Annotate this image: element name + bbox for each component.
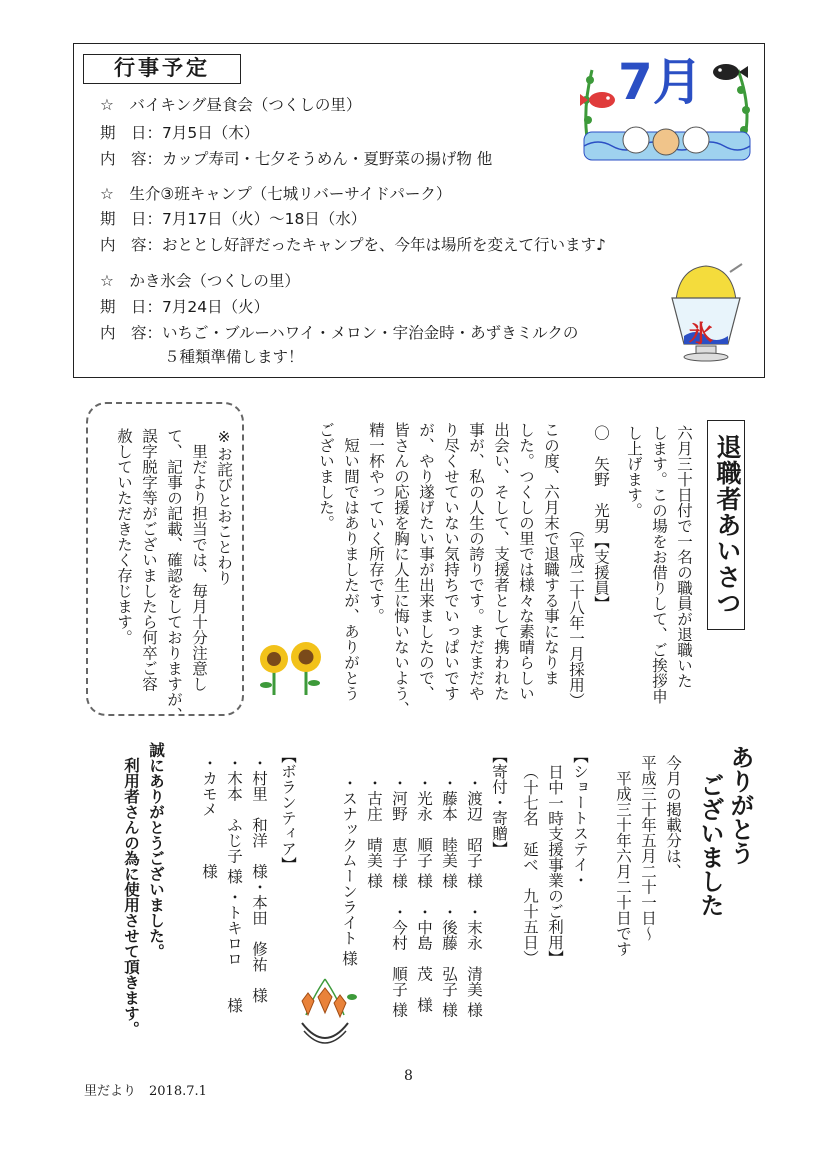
shaved-ice-label: 氷 [689, 320, 713, 348]
event-3-date-label: 期 日： [100, 298, 163, 316]
event-2-content-value: おととし好評だったキャンプを、今年は場所を変えて行います♪ [162, 236, 606, 254]
notice-line: 誤字脱字等がございましたら何卒ご容 [140, 428, 158, 692]
short-stay-title: 【ショートステイ・ [571, 748, 589, 888]
notice-line: 赦していただきたく存じます。 [115, 428, 133, 645]
donations-title: 【寄付・寄贈】 [490, 748, 508, 857]
thanks-closing-line: 利用者さんの為に使用させて頂きます。 [122, 742, 140, 1037]
thanks-heading-line1: ありがとう [726, 745, 754, 865]
retirement-intro-line: し上げます。 [625, 425, 643, 518]
retirement-intro [621, 425, 696, 704]
notice-line: ※お詫びとおことわり [215, 428, 233, 586]
event-1-date-label: 期 日： [100, 124, 163, 142]
retirement-message-line: り尽くせていない気持ちでいっぱいです [442, 422, 460, 701]
thanks-period-line: 今月の掲載分は、 [664, 755, 682, 879]
notice-line: て、記事の記載、確認をしておりますが、 [165, 428, 183, 723]
event-2-content [100, 236, 606, 254]
event-3-date-value: 7月24日（火） [162, 298, 270, 316]
footer-publication: 里だより 2018.7.1 [84, 1084, 207, 1099]
event-3-content [100, 324, 578, 342]
event-2-date [100, 210, 366, 228]
sunflower-illustration [256, 637, 326, 697]
donations-list [336, 775, 486, 1017]
short-stay-count: （十七名 延べ 九十五日） [521, 764, 539, 966]
event-1-name: ☆ バイキング昼食会（つくしの里） [100, 96, 362, 114]
retirement-message-line: 短い間ではありましたが、ありがとう [342, 422, 360, 701]
donation-item: ・渡辺 昭子 様 ・末永 清美 様 [465, 775, 483, 1018]
thanks-heading-line2: ございました [696, 773, 724, 917]
event-3-name: ☆ かき氷会（つくしの里） [100, 272, 300, 290]
retirement-message-line: この度、六月末で退職する事になりま [542, 422, 560, 686]
volunteer-item: ・カモメ 様 [200, 755, 218, 879]
notice-text [111, 428, 236, 723]
event-1-content [100, 150, 492, 168]
event-1-date [100, 124, 259, 142]
event-1-content-value: カップ寿司・七夕そうめん・夏野菜の揚げ物 他 [162, 150, 493, 168]
retirement-person-hired: （平成二十八年一月採用） [567, 522, 585, 708]
retirement-message-line: 皆さんの応援を胸に人生に悔いないよう、 [392, 422, 410, 717]
donation-item: ・藤本 睦美 様 ・後藤 弘子 様 [440, 775, 458, 1018]
retirement-message-line: 事が、私の人生の誇りです。まだまだや [467, 422, 485, 701]
event-2-content-label: 内 容： [100, 236, 163, 254]
donation-item: ・スナックムーンライト 様 [340, 775, 358, 966]
event-3-content-line2: ５種類準備します！ [164, 348, 304, 366]
event-1-date-value: 7月5日（木） [162, 124, 260, 142]
retirement-message-line: が、やり遂げたい事が出来ましたので、 [417, 422, 435, 701]
short-stay-sub: 日中一時支援事業のご利用】 [546, 764, 564, 966]
volunteers-list [196, 755, 271, 1013]
month-badge: 7月 [618, 53, 703, 111]
retirement-message-line: 出会い、そして、支援者として携われた [492, 422, 510, 701]
retirement-message-line: 精一杯やっていく所存です。 [367, 422, 385, 624]
notice-line: 里だより担当では、毎月十分注意し [190, 428, 208, 692]
fruit-illustration [292, 975, 358, 1055]
donation-item: ・光永 順子 様 ・中島 茂 様 [415, 775, 433, 1013]
thanks-closing [118, 742, 168, 1037]
thanks-period-line: 平成三十年六月二十日です [614, 755, 632, 957]
retirement-heading: 退職者あいさつ [707, 420, 745, 630]
retirement-intro-line: 六月三十日付で一名の職員が退職いた [675, 425, 693, 689]
events-title: 行事予定 [83, 54, 241, 84]
event-2-date-label: 期 日： [100, 210, 163, 228]
event-3-date [100, 298, 269, 316]
event-2-date-value: 7月17日（火）～18日（水） [162, 210, 367, 228]
volunteers-title: 【ボランティア】 [279, 748, 297, 872]
event-3-content-value: いちご・ブルーハワイ・メロン・宇治金時・あずきミルクの [162, 324, 579, 342]
retirement-intro-line: します。この場をお借りして、ご挨拶申 [650, 425, 668, 704]
retirement-message [313, 422, 563, 717]
thanks-period-line: 平成三十年五月二十一日～ [639, 755, 657, 941]
volunteer-item: ・木本 ふじ子 様 ・トキロロ 様 [225, 755, 243, 1013]
event-3-content-label: 内 容： [100, 324, 163, 342]
donation-item: ・古庄 晴美 様 [365, 775, 383, 889]
thanks-closing-line: 誠にありがとうございました。 [147, 742, 165, 959]
retirement-message-line: ございました。 [317, 422, 335, 531]
volunteer-item: ・村里 和洋 様・本田 修祐 様 [250, 755, 268, 1003]
retirement-message-line: した。つくしの里では様々な素晴らしい [517, 422, 535, 701]
retirement-person-name: 〇 矢野 光男【支援員】 [592, 425, 610, 611]
event-2-name: ☆ 生介③班キャンプ（七城リバーサイドパーク） [100, 185, 452, 203]
thanks-period [610, 755, 685, 957]
donation-item: ・河野 恵子 様 ・今村 順子 様 [390, 775, 408, 1018]
event-1-content-label: 内 容： [100, 150, 163, 168]
thanks-heading [695, 745, 755, 917]
page-number: 8 [404, 1068, 413, 1084]
